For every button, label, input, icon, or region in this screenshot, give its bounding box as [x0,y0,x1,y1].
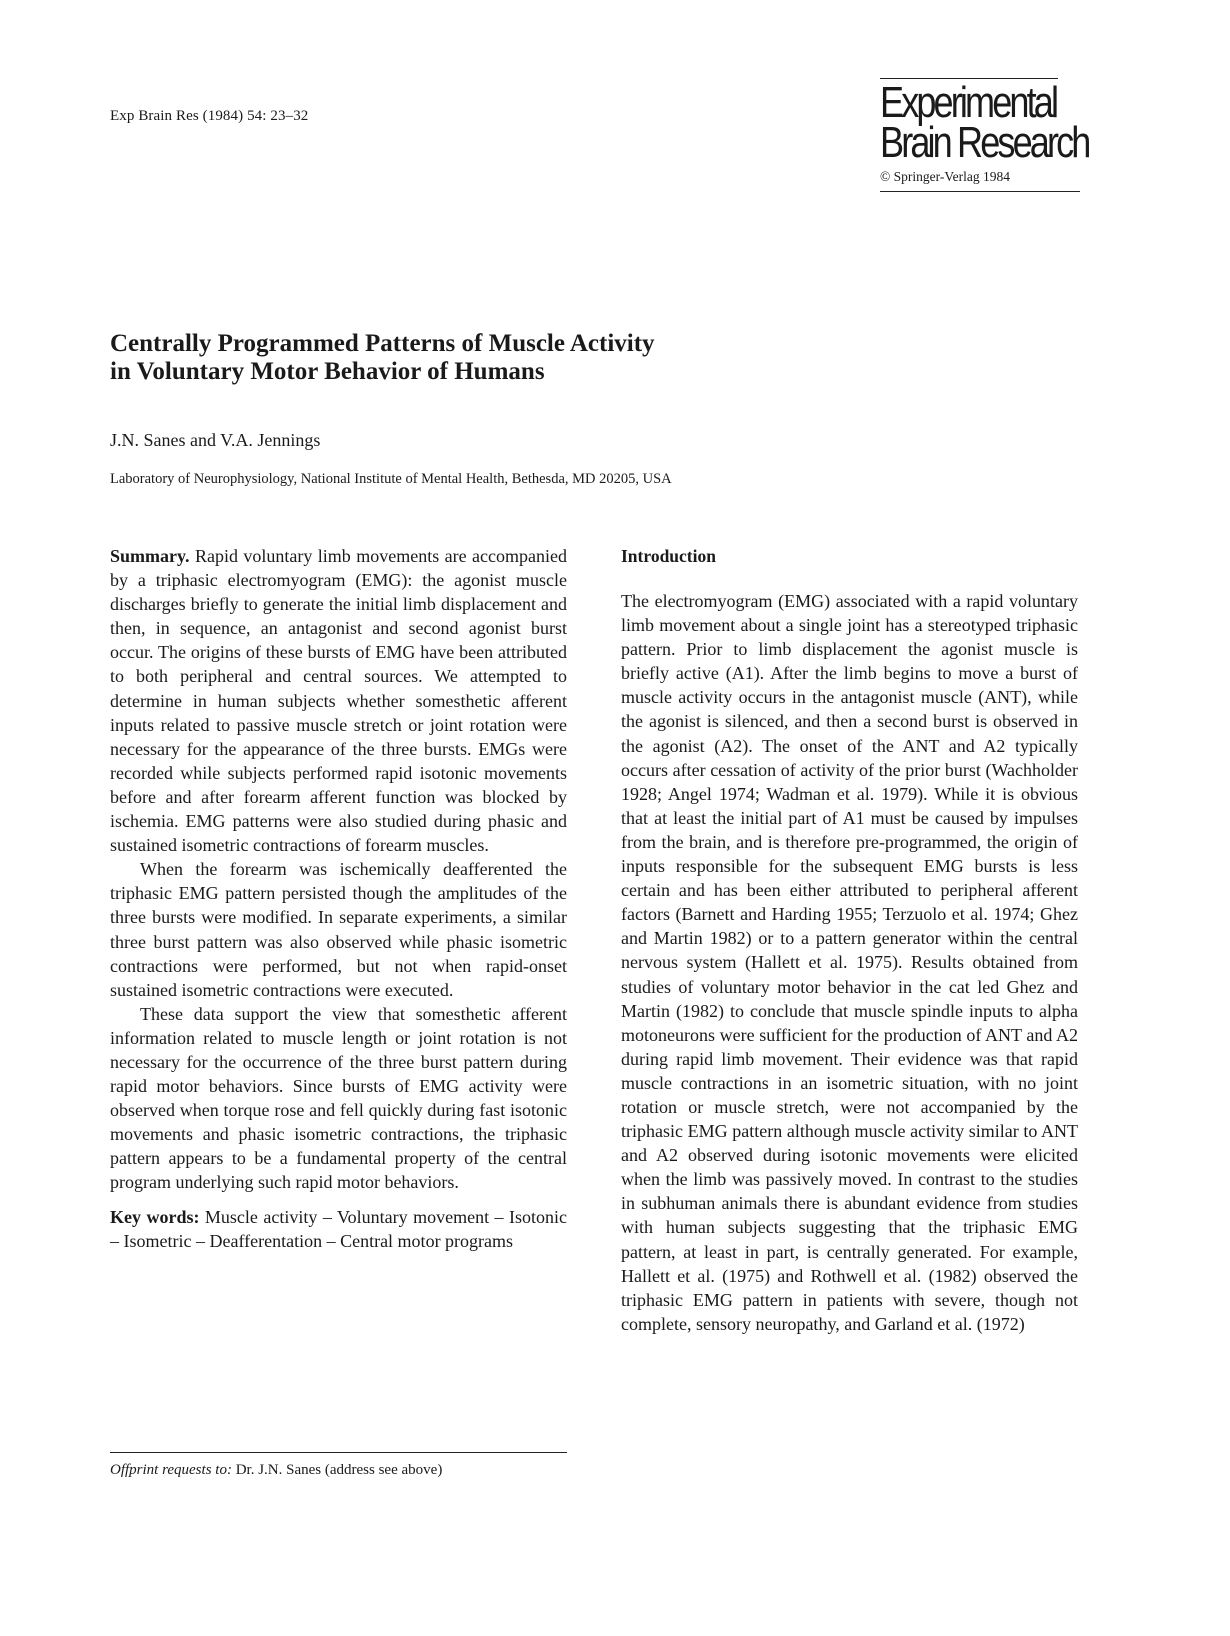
masthead-title-line2: Brain Research [880,118,1089,167]
article-title-line1: Centrally Programmed Patterns of Muscle Activity [110,330,655,357]
journal-reference: Exp Brain Res (1984) 54: 23–32 [110,108,309,124]
left-column [110,544,567,1253]
summary-text-1: Rapid voluntary limb movements are accompanied by a triphasic electromyogram (EMG): the agonist muscle discharges briefly to generate the initial limb displacement and then, in sequence, an antagonist and second agonist burst occur. The origins of these bursts of EMG have been attributed to both peripheral and central sources. We attempted to determine in human subjects whether somesthetic afferent inputs related to passive muscle stretch or joint rotation were necessary for the appearance of the three bursts. EMGs were recorded while subjects performed rapid isotonic movements before and after forearm afferent function was blocked by ischemia. EMG patterns were also studied during phasic and sustained isometric contractions of forearm muscles. [110,546,567,856]
summary-paragraph-2: When the forearm was ischemically deafferented the triphasic EMG pattern persisted though the amplitudes of the three bursts were modified. In separate experiments, a similar three burst pattern was also observed while phasic isometric contractions were performed, but not when rapid-onset sustained isometric contractions were executed. [110,859,567,1000]
summary-paragraph-3: These data support the view that somesthetic afferent information related to muscle length or joint rotation is not necessary for the occurrence of the three burst pattern during rapid motor behaviors. Since bursts of EMG activity were observed when torque rose and fell quickly during fast isotonic movements and phasic isometric contractions, the triphasic pattern appears to be a fundamental property of the central program underlying such rapid motor behaviors. [110,1003,567,1193]
keywords [110,1205,567,1253]
masthead-title-line1: Experimental [880,78,1057,127]
introduction-paragraph-1: The electromyogram (EMG) associated with a rapid voluntary limb movement about a single joint has a stereotyped triphasic pattern. Prior to limb displacement the agonist muscle is briefly active (A1). After the limb begins to move a burst of muscle activity occurs in the antagonist muscle (ANT), while the agonist is silenced, and then a second burst is observed in the agonist (A2). The onset of the ANT and A2 typically occurs after cessation of activity of the prior burst (Wachholder 1928; Angel 1974; Wadman et al. 1979). While it is obvious that at least the initial part of A1 must be caused by impulses from the brain, and is therefore pre-programmed, the origin of inputs responsible for the subsequent EMG bursts is less certain and has been either attributed to peripheral afferent factors (Barnett and Harding 1955; Terzuolo et al. 1974; Ghez and Martin 1982) or to a pattern generator within the central nervous system (Hallett et al. 1975). Results obtained from studies of voluntary motor behavior in the cat led Ghez and Martin (1982) to conclude that muscle spindle inputs to alpha motoneurons were sufficient for the production of ANT and A2 during rapid limb movement. Their evidence was that rapid muscle contractions in an isometric situation, with no joint rotation or muscle stretch, were not accompanied by the triphasic EMG pattern although muscle activity similar to ANT and A2 observed during isotonic movements were elicited when the limb was passively moved. In contrast to the studies in subhuman animals there is abundant evidence from studies with human subjects suggesting that the triphasic EMG pattern, at least in part, is centrally generated. For example, Hallett et al. (1975) and Rothwell et al. (1982) observed the triphasic EMG pattern in patients with severe, though not complete, sensory neuropathy, and Garland et al. (1972) [621,591,1078,1334]
summary-paragraph-1 [110,544,567,857]
footnote-lead: Offprint requests to: [110,1462,232,1478]
journal-masthead [880,78,1089,192]
article-title-line2: in Voluntary Motor Behavior of Humans [110,358,545,385]
author-affiliation: Laboratory of Neurophysiology, National Institute of Mental Health, Bethesda, MD 20205, USA [110,471,672,487]
footnote-divider [110,1452,567,1453]
offprint-footnote [110,1462,442,1479]
summary-label: Summary. [110,546,190,566]
copyright-notice: © Springer-Verlag 1984 [880,169,1080,192]
introduction-heading: Introduction [621,546,716,566]
footnote-text: Dr. J.N. Sanes (address see above) [235,1462,443,1478]
right-column [621,544,1078,1336]
article-authors: J.N. Sanes and V.A. Jennings [110,430,321,450]
keywords-label: Key words: [110,1206,200,1227]
article-title [110,330,870,386]
keywords-text: Muscle activity – Voluntary movement – Isotonic – Isometric – Deafferentation – Central motor programs [110,1206,567,1251]
